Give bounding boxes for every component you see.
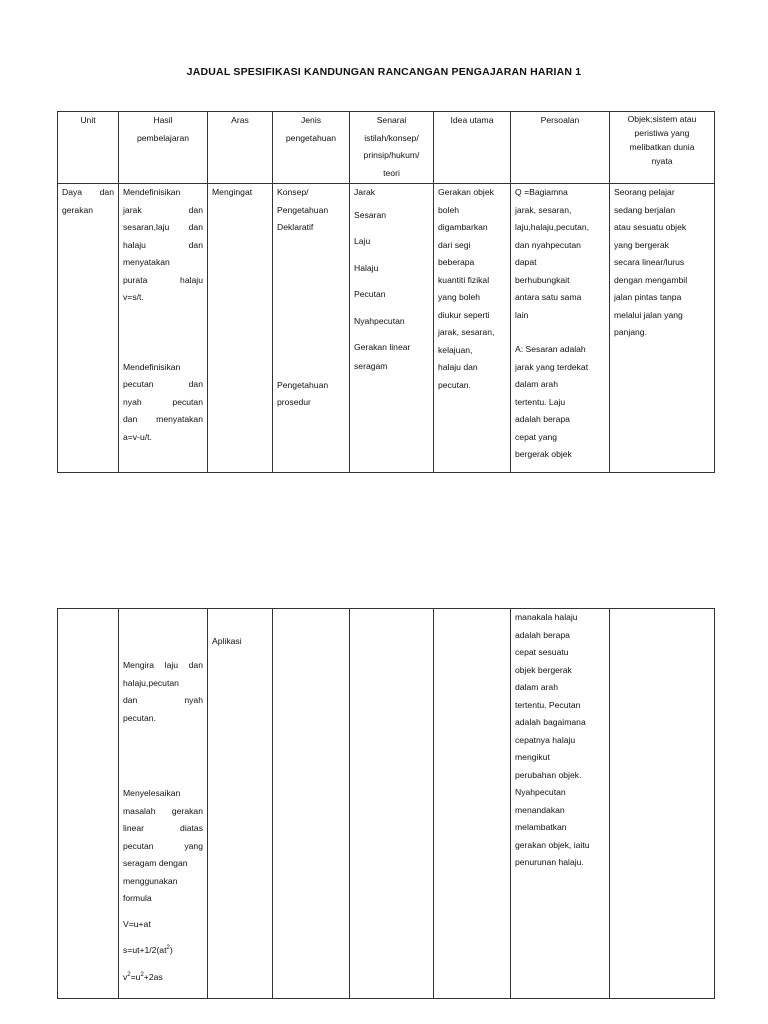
formula-velocity: V=u+at <box>123 918 151 929</box>
cell-persoalan: manakala halaju adalah berapa cepat sesuatu objek bergerak dalam arah tertentu. Pecutan adalah bagaimana cepatnya halaju mengikut perubahan objek. Nyahpecutan menandakan melambatkan gerakan objek, iaitu penurunan halaju. <box>511 609 610 999</box>
cell-hasil: Mengira laju dan halaju,pecutan dan nyah pecutan. Menyelesaikan masalah gerakan linear diatas pecutan yang seragam dengan menggunakan formula V=u+at $s=ut+1/2(at^2)$ $v^2=u^2+2as$ <box>119 609 208 999</box>
header-hasil: Hasil pembelajaran <box>119 112 208 184</box>
table-row <box>58 184 715 473</box>
cell-aras: Mengingat <box>208 184 273 473</box>
cell-objek <box>610 609 715 999</box>
header-idea: Idea utama <box>434 112 511 184</box>
header-senarai: Senarai istilah/konsep/ prinsip/hukum/ teori <box>350 112 434 184</box>
header-persoalan: Persoalan <box>511 112 610 184</box>
formula-velocity-squared: $v^2=u^2+2as$ <box>123 971 163 982</box>
header-objek: Objek;sistem atau peristiwa yang melibatkan dunia nyata <box>610 112 715 184</box>
header-unit: Unit <box>58 112 119 184</box>
cell-senarai: Jarak Sesaran Laju Halaju Pecutan Nyahpecutan Gerakan linear seragam <box>350 184 434 473</box>
cell-jenis <box>273 609 350 999</box>
content-spec-table-page1 <box>57 111 715 473</box>
cell-senarai <box>350 609 434 999</box>
table-header-row <box>58 112 715 184</box>
cell-idea: Gerakan objek boleh digambarkan dari segi beberapa kuantiti fizikal yang boleh diukur seperti jarak, sesaran, kelajuan, halaju dan pecutan. <box>434 184 511 473</box>
header-aras: Aras <box>208 112 273 184</box>
content-spec-table-page2 <box>57 608 715 999</box>
table-row <box>58 609 715 999</box>
cell-persoalan: Q =Bagiamna jarak, sesaran, laju,halaju,pecutan, dan nyahpecutan dapat berhubungkait antara satu sama lain A: Sesaran adalah jarak yang terdekat dalam arah tertentu. Laju adalah berapa cepat yang bergerak objek <box>511 184 610 473</box>
cell-aras: Aplikasi <box>208 609 273 999</box>
cell-jenis: Konsep/ Pengetahuan Deklaratif Pengetahuan prosedur <box>273 184 350 473</box>
cell-objek: Seorang pelajar sedang berjalan atau sesuatu objek yang bergerak secara linear/lurus dengan mengambil jalan pintas tanpa melalui jalan yang panjang. <box>610 184 715 473</box>
header-jenis: Jenis pengetahuan <box>273 112 350 184</box>
cell-unit <box>58 609 119 999</box>
formula-displacement: $s=ut+1/2(at^2)$ <box>123 945 173 955</box>
cell-hasil: Mendefinisikan jarak dan sesaran,laju dan halaju dan menyatakan purata halaju v=s/t. Mendefinisikan pecutan dan nyah pecutan dan menyatakan a=v-u/t. <box>119 184 208 473</box>
page-title: JADUAL SPESIFIKASI KANDUNGAN RANCANGAN PENGAJARAN HARIAN 1 <box>186 66 582 78</box>
cell-idea <box>434 609 511 999</box>
cell-unit: Daya dan gerakan <box>58 184 119 473</box>
